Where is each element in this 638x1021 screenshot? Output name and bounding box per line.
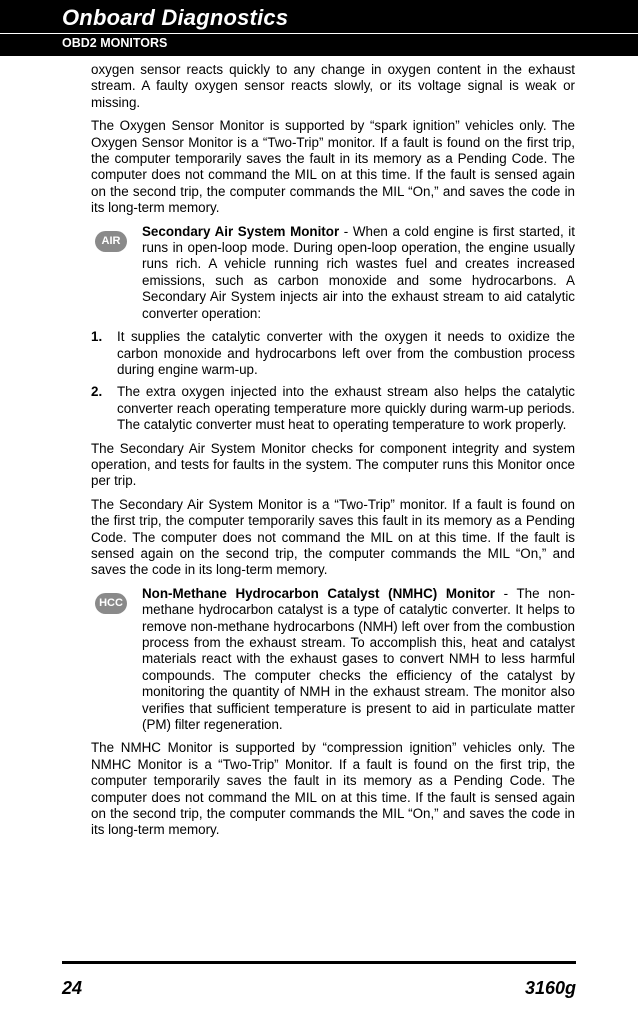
list-item-number: 2. [91, 384, 103, 400]
secondary-air-heading: Secondary Air System Monitor [142, 223, 340, 239]
nmhc-text: - The non-methane hydrocarbon catalyst is a type of catalytic converter. It helps to remove non-methane hydrocarbons (NMH) left over from the combustion process from the exhaust stream. To accomplish this, heat and catalyst materials react with the exhaust gases to convert NMH to less harmful compounds. The computer checks the efficiency of the catalyst by monitoring the quantity of NMH in the exhaust stream. The monitor also verifies that sufficient temperature is present to aid in particulate matter (PM) filter regeneration. [142, 585, 575, 733]
list-item-text: The extra oxygen injected into the exhaust stream also helps the catalytic converter reach operating temperature more quickly during warm-up periods. The catalytic converter must heat to operating temperature to work properly. [117, 384, 575, 433]
footer-divider [62, 961, 576, 964]
page-number: 24 [62, 978, 83, 998]
paragraph-secondary-air-two-trip: The Secondary Air System Monitor is a “Two-Trip” monitor. If a fault is found on the first trip, the computer temporarily saves this fault in its memory as a Pending Code. The computer does not command the MIL on at this time. If the fault is sensed again on the second trip, the computer commands the MIL “On,” and saves the code in its long-term memory. [91, 496, 575, 578]
paragraph-oxygen-sensor-intro: oxygen sensor reacts quickly to any change in oxygen content in the exhaust stream. A faulty oxygen sensor reacts slowly, or its voltage signal is weak or missing. [91, 62, 575, 110]
model-number: 3160g [524, 978, 576, 998]
nmhc-heading: Non-Methane Hydrocarbon Catalyst (NMHC) Monitor [142, 585, 495, 601]
section-title: Onboard Diagnostics [62, 5, 289, 30]
secondary-air-lead [91, 224, 575, 322]
paragraph-nmhc-two-trip: The NMHC Monitor is supported by “compression ignition” vehicles only. The NMHC Monitor is a “Two-Trip” Monitor. If a fault is found on the first trip, the computer temporarily saves the fault in its memory as a Pending Code. The computer does not command the MIL on at this time. If the fault is sensed again on the second trip, the computer commands the MIL “On,” and saves the code in its long-term memory. [91, 740, 575, 838]
nmhc-lead [91, 586, 575, 734]
section-subtitle: OBD2 MONITORS [62, 36, 168, 50]
page-body [91, 62, 575, 846]
list-item [91, 329, 575, 378]
paragraph-nmhc [91, 586, 575, 734]
list-item [91, 384, 575, 433]
paragraph-secondary-air-checks: The Secondary Air System Monitor checks for component integrity and system operation, and tests for faults in the system. The computer runs this Monitor once per trip. [91, 440, 575, 489]
secondary-air-text: - When a cold engine is first started, it runs in open-loop mode. During open-loop operation, the engine usually runs rich. A vehicle running rich wastes fuel and creates increased emissions, such as carbon monoxide and some hydrocarbons. A Secondary Air System injects air into the exhaust stream to aid catalytic converter operation: [142, 223, 575, 321]
secondary-air-list [91, 329, 575, 433]
header-divider [0, 33, 638, 34]
hcc-icon: HCC [95, 593, 127, 614]
list-item-number: 1. [91, 329, 103, 345]
list-item-text: It supplies the catalytic converter with the oxygen it needs to oxidize the carbon monoxide and hydrocarbons left over from the combustion process during engine warm-up. [117, 329, 575, 377]
air-icon: AIR [95, 231, 127, 252]
paragraph-oxygen-sensor-monitor: The Oxygen Sensor Monitor is supported by “spark ignition” vehicles only. The Oxygen Sensor Monitor is a “Two-Trip” monitor. If a fault is found on the first trip, the computer temporarily saves the fault in its memory as a Pending Code. The computer does not command the MIL on at this time. If the fault is sensed again on the second trip, the computer commands the MIL “On,” and saves the code in its long-term memory. [91, 118, 575, 216]
paragraph-secondary-air [91, 224, 575, 322]
page-header [0, 0, 638, 56]
